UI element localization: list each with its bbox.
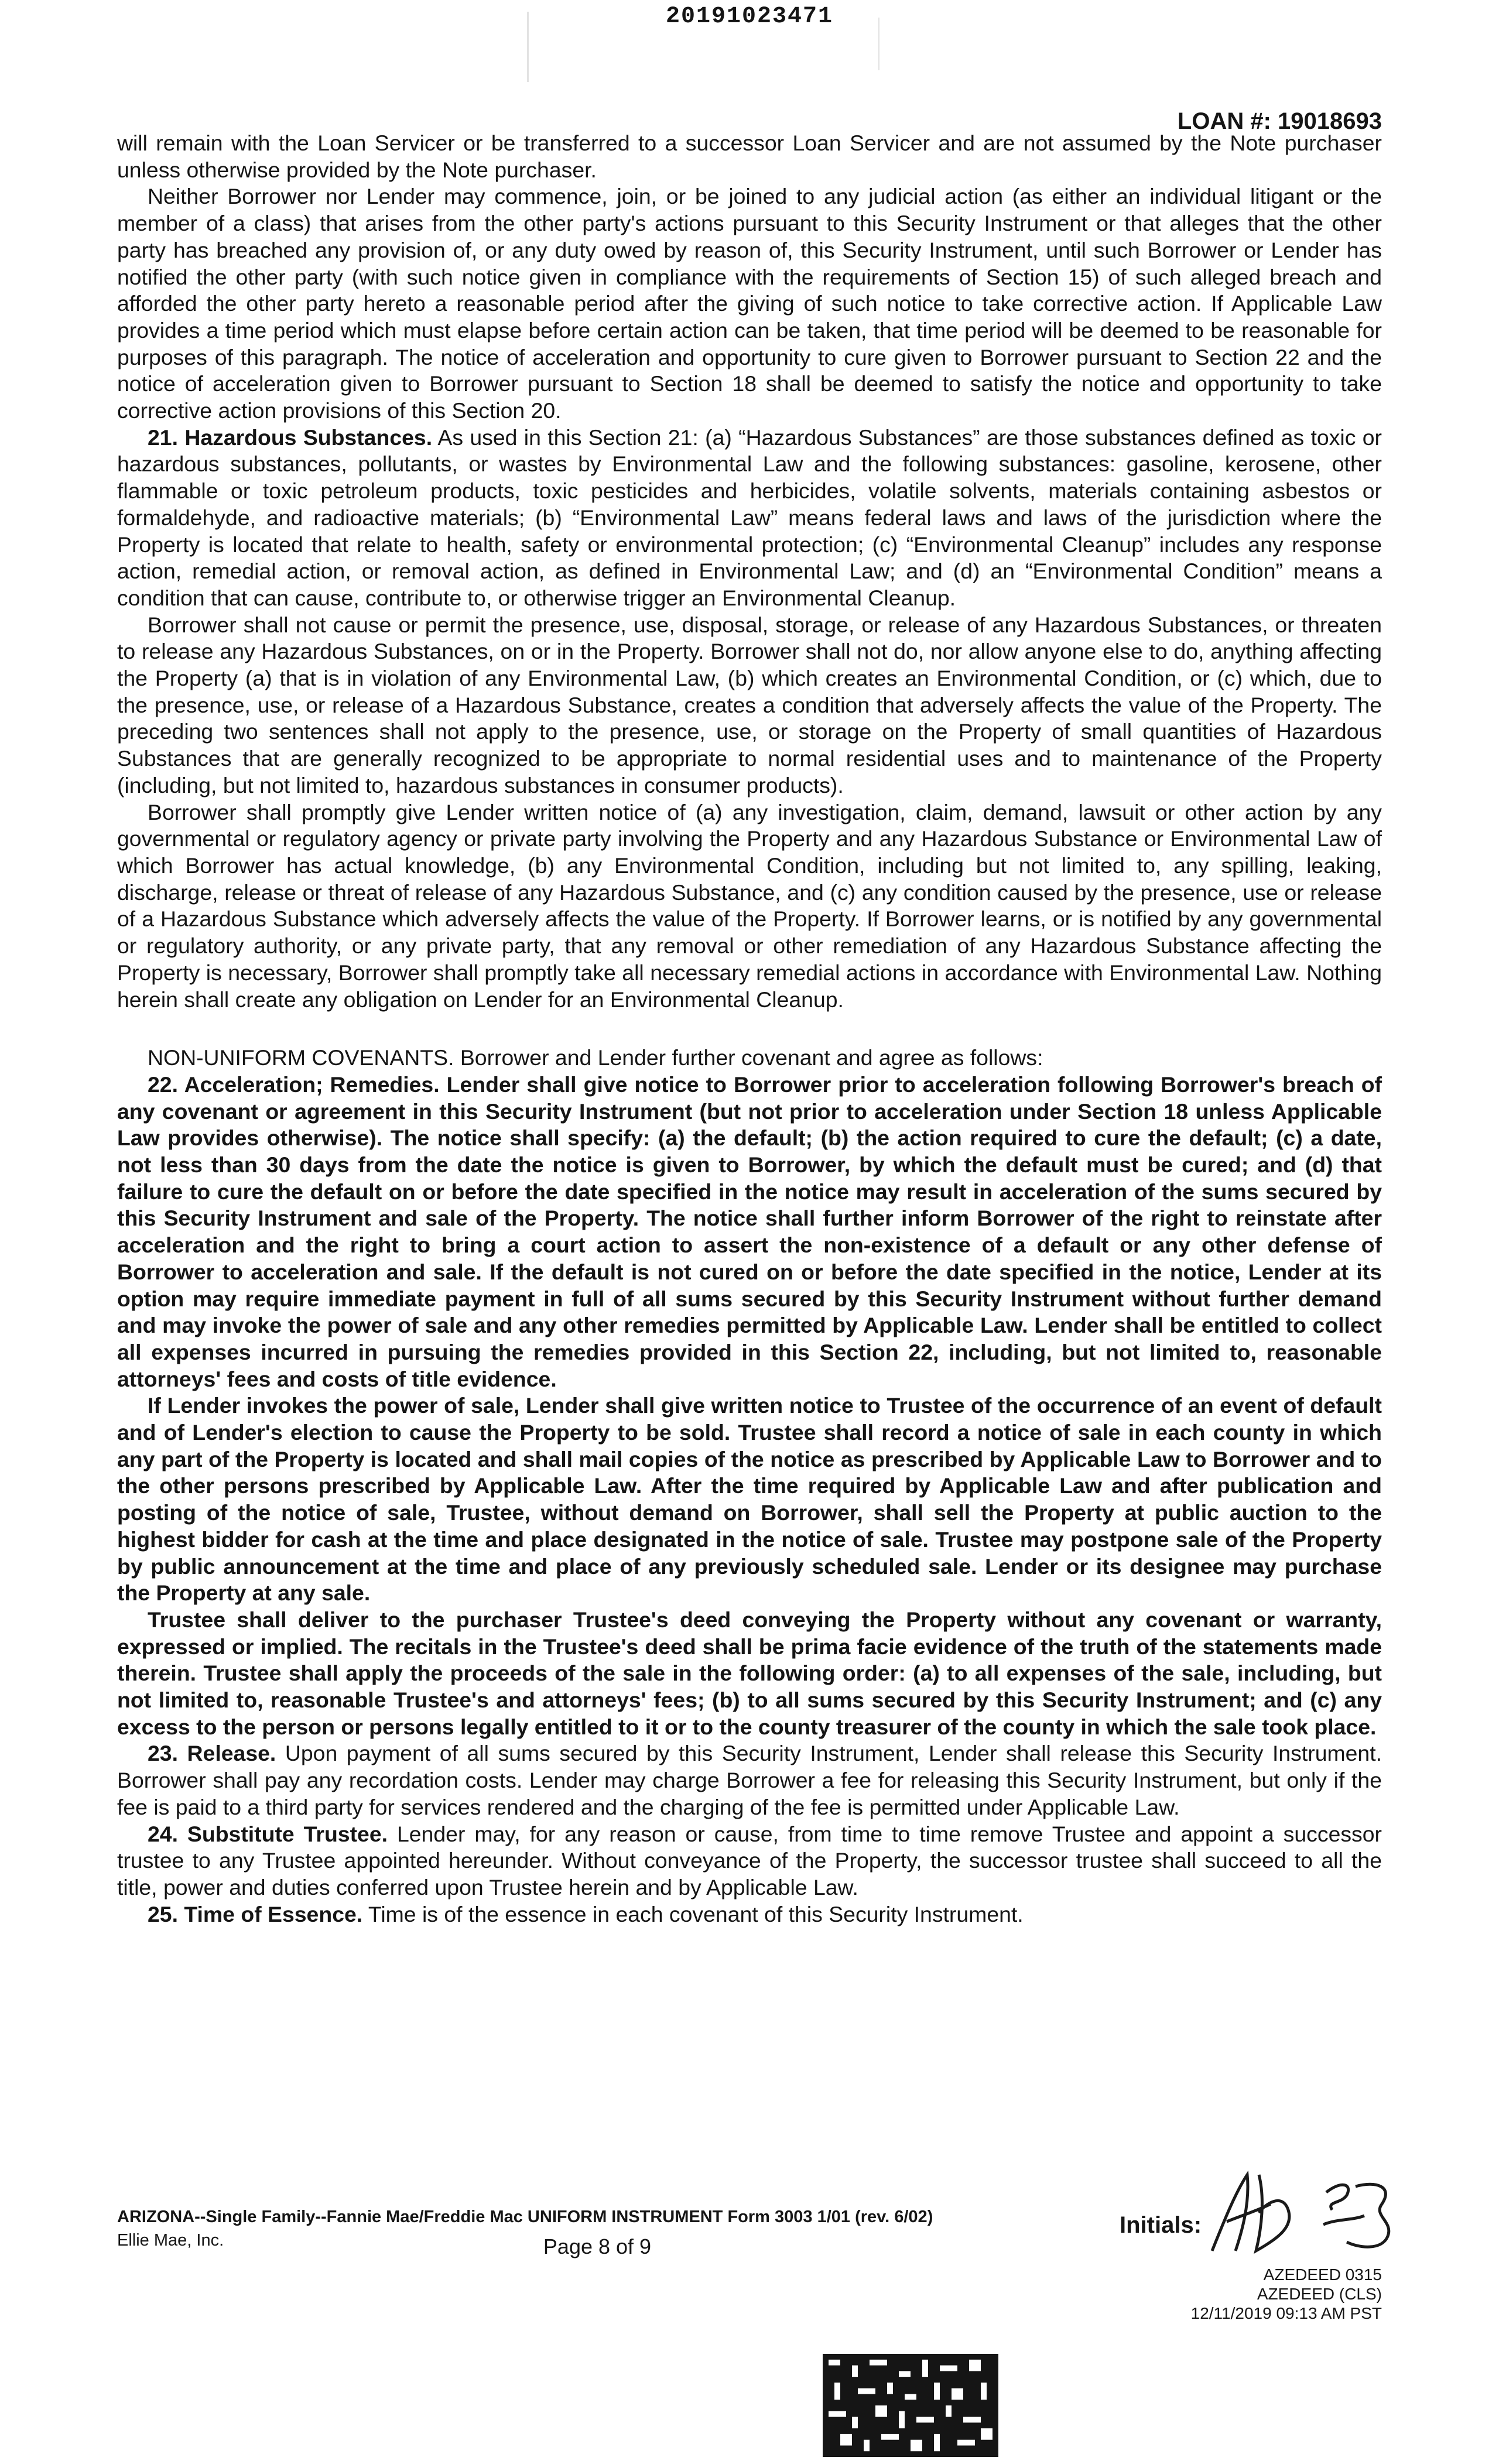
paragraph-22b: If Lender invokes the power of sale, Lender shall give written notice to Trustee of the occurrence of an event of default and of Lender's election to cause the Property to be sold. Trustee shall record a notice of sale in each county in which any part of the Property is located and shall mail copies of the notice as prescribed by Applicable Law to Borrower and to the other persons prescribed by Applicable Law. After the time required by Applicable Law and after publication and posting of the notice of sale, Trustee, without demand on Borrower, shall sell the Property at public auction to the highest bidder for cash at the time and place designated in the notice of sale. Trustee may postpone sale of the Property by public announcement at the time and place of any previously scheduled sale. Lender or its designee may purchase the Property at any sale.	[117, 1393, 1382, 1606]
form-line: ARIZONA--Single Family--Fannie Mae/Freddie Mac UNIFORM INSTRUMENT Form 3003 1/01 (rev. 6/02)	[117, 2208, 933, 2226]
section-21-text: As used in this Section 21: (a) “Hazardous Substances” are those substances defined as toxic or hazardous substances, pollutants, or wastes by Environmental Law and the following substances: gasoline, kerosene, other flammable or toxic petroleum products, toxic pesticides and herbicides, volatile solvents, materials containing asbestos or formaldehyde, and radioactive materials; (b) “Environmental Law” means federal laws and laws of the jurisdiction where the Property is located that relate to health, safety or environmental protection; (c) “Environmental Cleanup” includes any response action, remedial action, or removal action, as defined in Environmental Law; and (d) an “Environmental Condition” means a condition that can cause, contribute to, or otherwise trigger an Environmental Cleanup.	[117, 425, 1382, 610]
timestamp: 12/11/2019 09:13 AM PST	[1190, 2304, 1382, 2322]
loan-number: LOAN #: 19018693	[1177, 108, 1382, 134]
section-24-heading: 24. Substitute Trustee.	[148, 1821, 388, 1846]
paragraph-22c: Trustee shall deliver to the purchaser Trustee's deed conveying the Property without any covenant or warranty, expressed or implied. The recitals in the Trustee's deed shall be prima facie evidence of the truth of the statements made therein. Trustee shall apply the proceeds of the sale in the following order: (a) to all expenses of the sale, including, but not limited to, reasonable Trustee's and attorneys' fees; (b) to all sums secured by this Security Instrument; and (c) any excess to the person or persons legally entitled to it or to the county treasurer of the county in which the sale took place.	[117, 1607, 1382, 1739]
section-23-text: Upon payment of all sums secured by this Security Instrument, Lender shall release this Security Instrument. Borrower shall pay any recordation costs. Lender may charge Borrower a fee for releasing this Security Instrument, but only if the fee is paid to a third party for services rendered and the charging of the fee is permitted under Applicable Law.	[117, 1741, 1382, 1819]
document-body	[117, 130, 1382, 1928]
section-23-heading: 23. Release.	[148, 1741, 276, 1766]
code-line-1: AZEDEED 0315	[1263, 2265, 1382, 2284]
section-22	[117, 1072, 1382, 1392]
section-24-text: Lender may, for any reason or cause, from time to time remove Trustee and appoint a successor trustee to any Trustee appointed hereunder. Without conveyance of the Property, the successor trustee shall succeed to all the title, power and duties conferred upon Trustee herein and by Applicable Law.	[117, 1821, 1382, 1900]
code-line-2: AZEDEED (CLS)	[1257, 2285, 1382, 2303]
section-25	[117, 1901, 1382, 1928]
page-number: Page 8 of 9	[543, 2234, 652, 2258]
paragraph-judicial-action: Neither Borrower nor Lender may commence, join, or be joined to any judicial action (as either an individual litigant or the member of a class) that arises from the other party's actions pursuant to this Security Instrument or that alleges that the other party has breached any provision of, or any duty owed by reason of, this Security Instrument, until such Borrower or Lender has notified the other party (with such notice given in compliance with the requirements of Section 15) of such alleged breach and afforded the other party hereto a reasonable period after the giving of such notice to take corrective action. If Applicable Law provides a time period which must elapse before certain action can be taken, that time period will be deemed to be reasonable for purposes of this paragraph. The notice of acceleration and opportunity to cure given to Borrower pursuant to Section 22 and the notice of acceleration given to Borrower pursuant to Section 18 shall be deemed to satisfy the notice and opportunity to take corrective action provisions of this Section 20.	[117, 184, 1382, 423]
non-uniform-covenants: NON-UNIFORM COVENANTS. Borrower and Lender further covenant and agree as follows:	[148, 1045, 1043, 1070]
section-25-heading: 25. Time of Essence.	[148, 1901, 363, 1926]
recording-number: 20191023471	[665, 4, 834, 30]
section-21-heading: 21. Hazardous Substances.	[148, 425, 433, 450]
section-23	[117, 1740, 1382, 1820]
page-footer	[117, 2208, 1382, 2371]
section-21	[117, 425, 1382, 612]
barcode-icon	[823, 2354, 998, 2457]
section-24	[117, 1821, 1382, 1901]
scan-artifact	[527, 12, 529, 82]
section-22-heading: 22. Acceleration; Remedies.	[148, 1072, 440, 1097]
paragraph-21b: Borrower shall not cause or permit the presence, use, disposal, storage, or release of any Hazardous Substances, or threaten to release any Hazardous Substances, on or in the Property. Borrower shall not do, nor allow anyone else to do, anything affecting the Property (a) that is in violation of any Environmental Law, (b) which creates an Environmental Condition, or (c) which, due to the presence, use, or release of a Hazardous Substance, creates a condition that adversely affects the value of the Property. The preceding two sentences shall not apply to the presence, use, or storage on the Property of small quantities of Hazardous Substances that are generally recognized to be appropriate to normal residential uses and to maintenance of the Property (including, but not limited to, hazardous substances in consumer products).	[117, 612, 1382, 798]
section-22-text: Lender shall give notice to Borrower prior to acceleration following Borrower's breach of any covenant or agreement in this Security Instrument (but not prior to acceleration under Section 18 unless Applicable Law provides otherwise). The notice shall specify: (a) the default; (b) the action required to cure the default; (c) a date, not less than 30 days from the date the notice is given to Borrower, by which the default must be cured; and (d) that failure to cure the default on or before the date specified in the notice may result in acceleration of the sums secured by this Security Instrument and sale of the Property. The notice shall further inform Borrower of the right to reinstate after acceleration and the right to bring a court action to assert the non-existence of a default or any other defense of Borrower to acceleration and sale. If the default is not cured on or before the date specified in the notice, Lender at its option may require immediate payment in full of all sums secured by this Security Instrument without further demand and may invoke the power of sale and any other remedies permitted by Applicable Law. Lender shall be entitled to collect all expenses incurred in pursuing the remedies provided in this Section 22, including, but not limited to, reasonable attorneys' fees and costs of title evidence.	[117, 1072, 1382, 1391]
paragraph-21c: Borrower shall promptly give Lender written notice of (a) any investigation, claim, demand, lawsuit or other action by any governmental or regulatory agency or private party involving the Property and any Hazardous Substance or Environmental Law of which Borrower has actual knowledge, (b) any Environmental Condition, including but not limited to, any spilling, leaking, discharge, release or threat of release of any Hazardous Substance, and (c) any condition caused by the presence, use or release of a Hazardous Substance which adversely affects the value of the Property. If Borrower learns, or is notified by any governmental or regulatory authority, or any private party, that any removal or other remediation of any Hazardous Substance affecting the Property is necessary, Borrower shall promptly take all necessary remedial actions in accordance with Environmental Law. Nothing herein shall create any obligation on Lender for an Environmental Cleanup.	[117, 799, 1382, 1012]
scan-artifact	[878, 18, 879, 70]
initials-label: Initials:	[1120, 2212, 1202, 2238]
paragraph-servicer: will remain with the Loan Servicer or be transferred to a successor Loan Servicer and are not assumed by the Note purchaser unless otherwise provided by the Note purchaser.	[117, 131, 1382, 182]
vendor-name: Ellie Mae, Inc.	[117, 2231, 224, 2250]
document-codes	[1136, 2265, 1382, 2323]
initials-signature	[1200, 2169, 1411, 2257]
section-25-text: Time is of the essence in each covenant of this Security Instrument.	[368, 1901, 1024, 1926]
